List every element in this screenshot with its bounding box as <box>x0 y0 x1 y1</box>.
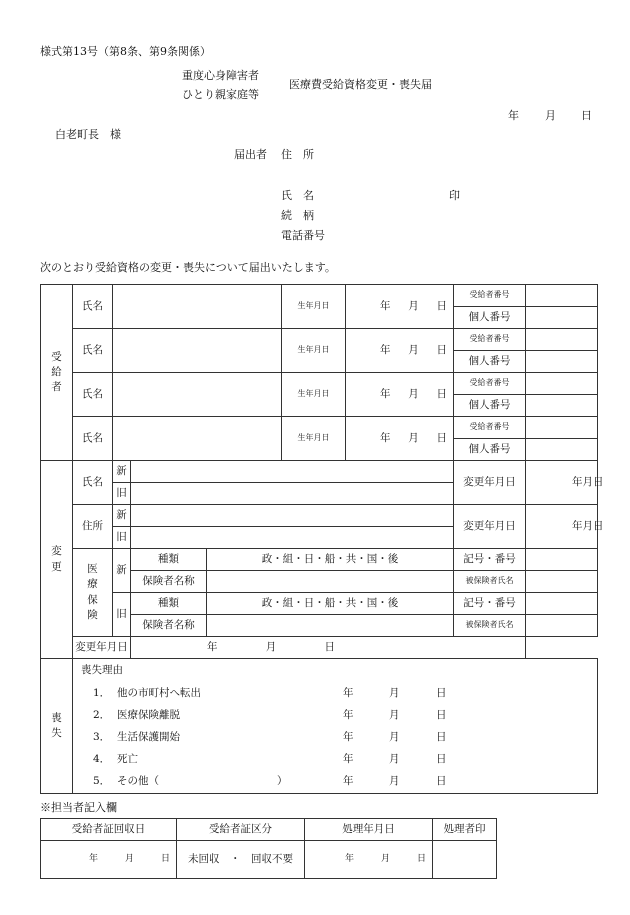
symbol-number-field[interactable] <box>526 593 598 615</box>
change-date-label: 変更年月日 <box>454 505 526 549</box>
reason-month: 月 <box>389 731 400 743</box>
insurer-label: 保険者名称 <box>131 615 207 637</box>
insurance-change-date-label: 変更年月日 <box>73 637 131 659</box>
reason-month: 月 <box>389 709 400 721</box>
recipient-no-field[interactable] <box>526 373 598 395</box>
insurer-field[interactable] <box>207 571 454 593</box>
reason-text[interactable]: 医療保険離脱 <box>117 709 180 721</box>
recipient-no-field[interactable] <box>526 285 598 307</box>
birth-date-field[interactable]: 年 月 日 <box>346 417 454 461</box>
date-month: 月 <box>545 109 556 122</box>
intro-text: 次のとおり受給資格の変更・喪失について届出いたします。 <box>40 261 336 274</box>
date-day: 日 <box>581 109 592 122</box>
personal-no-label: 個人番号 <box>454 395 526 417</box>
symbol-number-label: 記号・番号 <box>454 593 526 615</box>
addressee: 白老町長 様 <box>55 128 121 141</box>
reason-year: 年 <box>343 731 354 743</box>
reason-year: 年 <box>343 753 354 765</box>
personal-no-label: 個人番号 <box>454 439 526 461</box>
recipient-no-label: 受給者番号 <box>454 373 526 395</box>
change-name-label: 氏名 <box>73 461 113 505</box>
old-address-field[interactable] <box>131 527 454 549</box>
reason-year: 年 <box>343 775 354 787</box>
staff-section-header: ※担当者記入欄 <box>40 801 117 814</box>
new-label: 新 <box>113 461 131 483</box>
insured-name-field[interactable] <box>526 571 598 593</box>
insurer-label: 保険者名称 <box>131 571 207 593</box>
recipient-name-field[interactable] <box>113 329 282 373</box>
recipient-name-field[interactable] <box>113 417 282 461</box>
reason-day: 日 <box>436 775 447 787</box>
main-form-table <box>40 284 604 794</box>
loss-reason-header: 喪失理由 <box>81 664 123 676</box>
recipient-name-field[interactable] <box>113 285 282 329</box>
insurance-type-options[interactable]: 政・組・日・船・共・国・後 <box>207 549 454 571</box>
staff-seal-header: 処理者印 <box>433 819 497 841</box>
recipient-name-label: 氏名 <box>73 417 113 461</box>
reason-year: 年 <box>343 687 354 699</box>
old-name-field[interactable] <box>131 483 454 505</box>
insured-name-label: 被保険者氏名 <box>454 615 526 637</box>
recipient-no-field[interactable] <box>526 329 598 351</box>
new-label: 新 <box>113 549 131 593</box>
date-year: 年 <box>508 109 519 122</box>
cert-class-value[interactable]: 未回収 ・ 回収不要 <box>177 841 305 879</box>
new-address-field[interactable] <box>131 505 454 527</box>
reason-number: 2． <box>93 709 111 721</box>
form-number: 様式第13号（第8条、第9条関係） <box>40 45 211 58</box>
reason-text[interactable]: 生活保護開始 <box>117 731 180 743</box>
reason-month: 月 <box>389 775 400 787</box>
reason-day: 日 <box>436 687 447 699</box>
insurance-label: 医 療 保 険 <box>73 549 113 637</box>
reason-month: 月 <box>389 753 400 765</box>
loss-section-label: 喪 失 <box>41 659 73 794</box>
change-address-label: 住所 <box>73 505 113 549</box>
personal-no-field[interactable] <box>526 395 598 417</box>
insured-name-label: 被保険者氏名 <box>454 571 526 593</box>
return-date-header: 受給者証回収日 <box>41 819 177 841</box>
birth-date-field[interactable]: 年 月 日 <box>346 285 454 329</box>
loss-reason-area <box>73 659 598 794</box>
reason-text[interactable]: その他（ <box>117 775 159 787</box>
old-label: 旧 <box>113 483 131 505</box>
recipient-name-label: 氏名 <box>73 373 113 417</box>
birth-date-field[interactable]: 年 月 日 <box>346 373 454 417</box>
reason-month: 月 <box>389 687 400 699</box>
reason-day: 日 <box>436 731 447 743</box>
relation-label: 続 柄 <box>281 209 314 222</box>
category-single-parent: ひとり親家庭等 <box>182 88 259 101</box>
recipient-name-field[interactable] <box>113 373 282 417</box>
birth-label: 生年月日 <box>282 417 346 461</box>
cert-class-header: 受給者証区分 <box>177 819 305 841</box>
reason-text[interactable]: 死亡 <box>117 753 138 765</box>
process-date-field[interactable]: 年 月 日 <box>305 841 433 879</box>
birth-date-field[interactable]: 年 月 日 <box>346 329 454 373</box>
recipient-no-label: 受給者番号 <box>454 285 526 307</box>
phone-label: 電話番号 <box>281 229 325 242</box>
name-label: 氏 名 <box>281 189 314 202</box>
type-label: 種類 <box>131 593 207 615</box>
change-date-field[interactable]: 年 月 日 <box>526 461 598 505</box>
change-section-label: 変 更 <box>41 461 73 659</box>
personal-no-label: 個人番号 <box>454 351 526 373</box>
staff-seal-field[interactable] <box>433 841 497 879</box>
reason-number: 3． <box>93 731 111 743</box>
birth-label: 生年月日 <box>282 285 346 329</box>
reason-number: 4． <box>93 753 111 765</box>
reason-year: 年 <box>343 709 354 721</box>
recipient-name-label: 氏名 <box>73 285 113 329</box>
reason-text[interactable]: 他の市町村へ転出 <box>117 687 201 699</box>
recipient-section-label: 受 給 者 <box>41 285 73 461</box>
birth-label: 生年月日 <box>282 373 346 417</box>
symbol-number-label: 記号・番号 <box>454 549 526 571</box>
symbol-number-field[interactable] <box>526 549 598 571</box>
insurance-type-options[interactable]: 政・組・日・船・共・国・後 <box>207 593 454 615</box>
reason-number: 1． <box>93 687 111 699</box>
reason-number: 5． <box>93 775 111 787</box>
process-date-header: 処理年月日 <box>305 819 433 841</box>
insured-name-field[interactable] <box>526 615 598 637</box>
personal-no-label: 個人番号 <box>454 307 526 329</box>
old-label: 旧 <box>113 527 131 549</box>
reason-close-paren: ） <box>277 775 288 787</box>
reason-day: 日 <box>436 753 447 765</box>
birth-label: 生年月日 <box>282 329 346 373</box>
address-label: 住 所 <box>281 148 314 161</box>
recipient-name-label: 氏名 <box>73 329 113 373</box>
personal-no-field[interactable] <box>526 351 598 373</box>
staff-table <box>40 818 497 879</box>
personal-no-field[interactable] <box>526 439 598 461</box>
change-date-label: 変更年月日 <box>454 461 526 505</box>
return-date-field[interactable]: 年 月 日 <box>41 841 177 879</box>
notifier-label: 届出者 <box>234 148 267 161</box>
category-disability: 重度心身障害者 <box>182 69 259 82</box>
new-name-field[interactable] <box>131 461 454 483</box>
type-label: 種類 <box>131 549 207 571</box>
insurer-field[interactable] <box>207 615 454 637</box>
recipient-no-label: 受給者番号 <box>454 417 526 439</box>
seal-label: 印 <box>449 189 460 202</box>
insurance-change-date-field[interactable]: 年 月 日 <box>131 637 526 659</box>
old-label: 旧 <box>113 593 131 637</box>
personal-no-field[interactable] <box>526 307 598 329</box>
recipient-no-label: 受給者番号 <box>454 329 526 351</box>
change-date-field[interactable]: 年 月 日 <box>526 505 598 549</box>
new-label: 新 <box>113 505 131 527</box>
recipient-no-field[interactable] <box>526 417 598 439</box>
reason-day: 日 <box>436 709 447 721</box>
form-title: 医療費受給資格変更・喪失届 <box>289 78 432 91</box>
